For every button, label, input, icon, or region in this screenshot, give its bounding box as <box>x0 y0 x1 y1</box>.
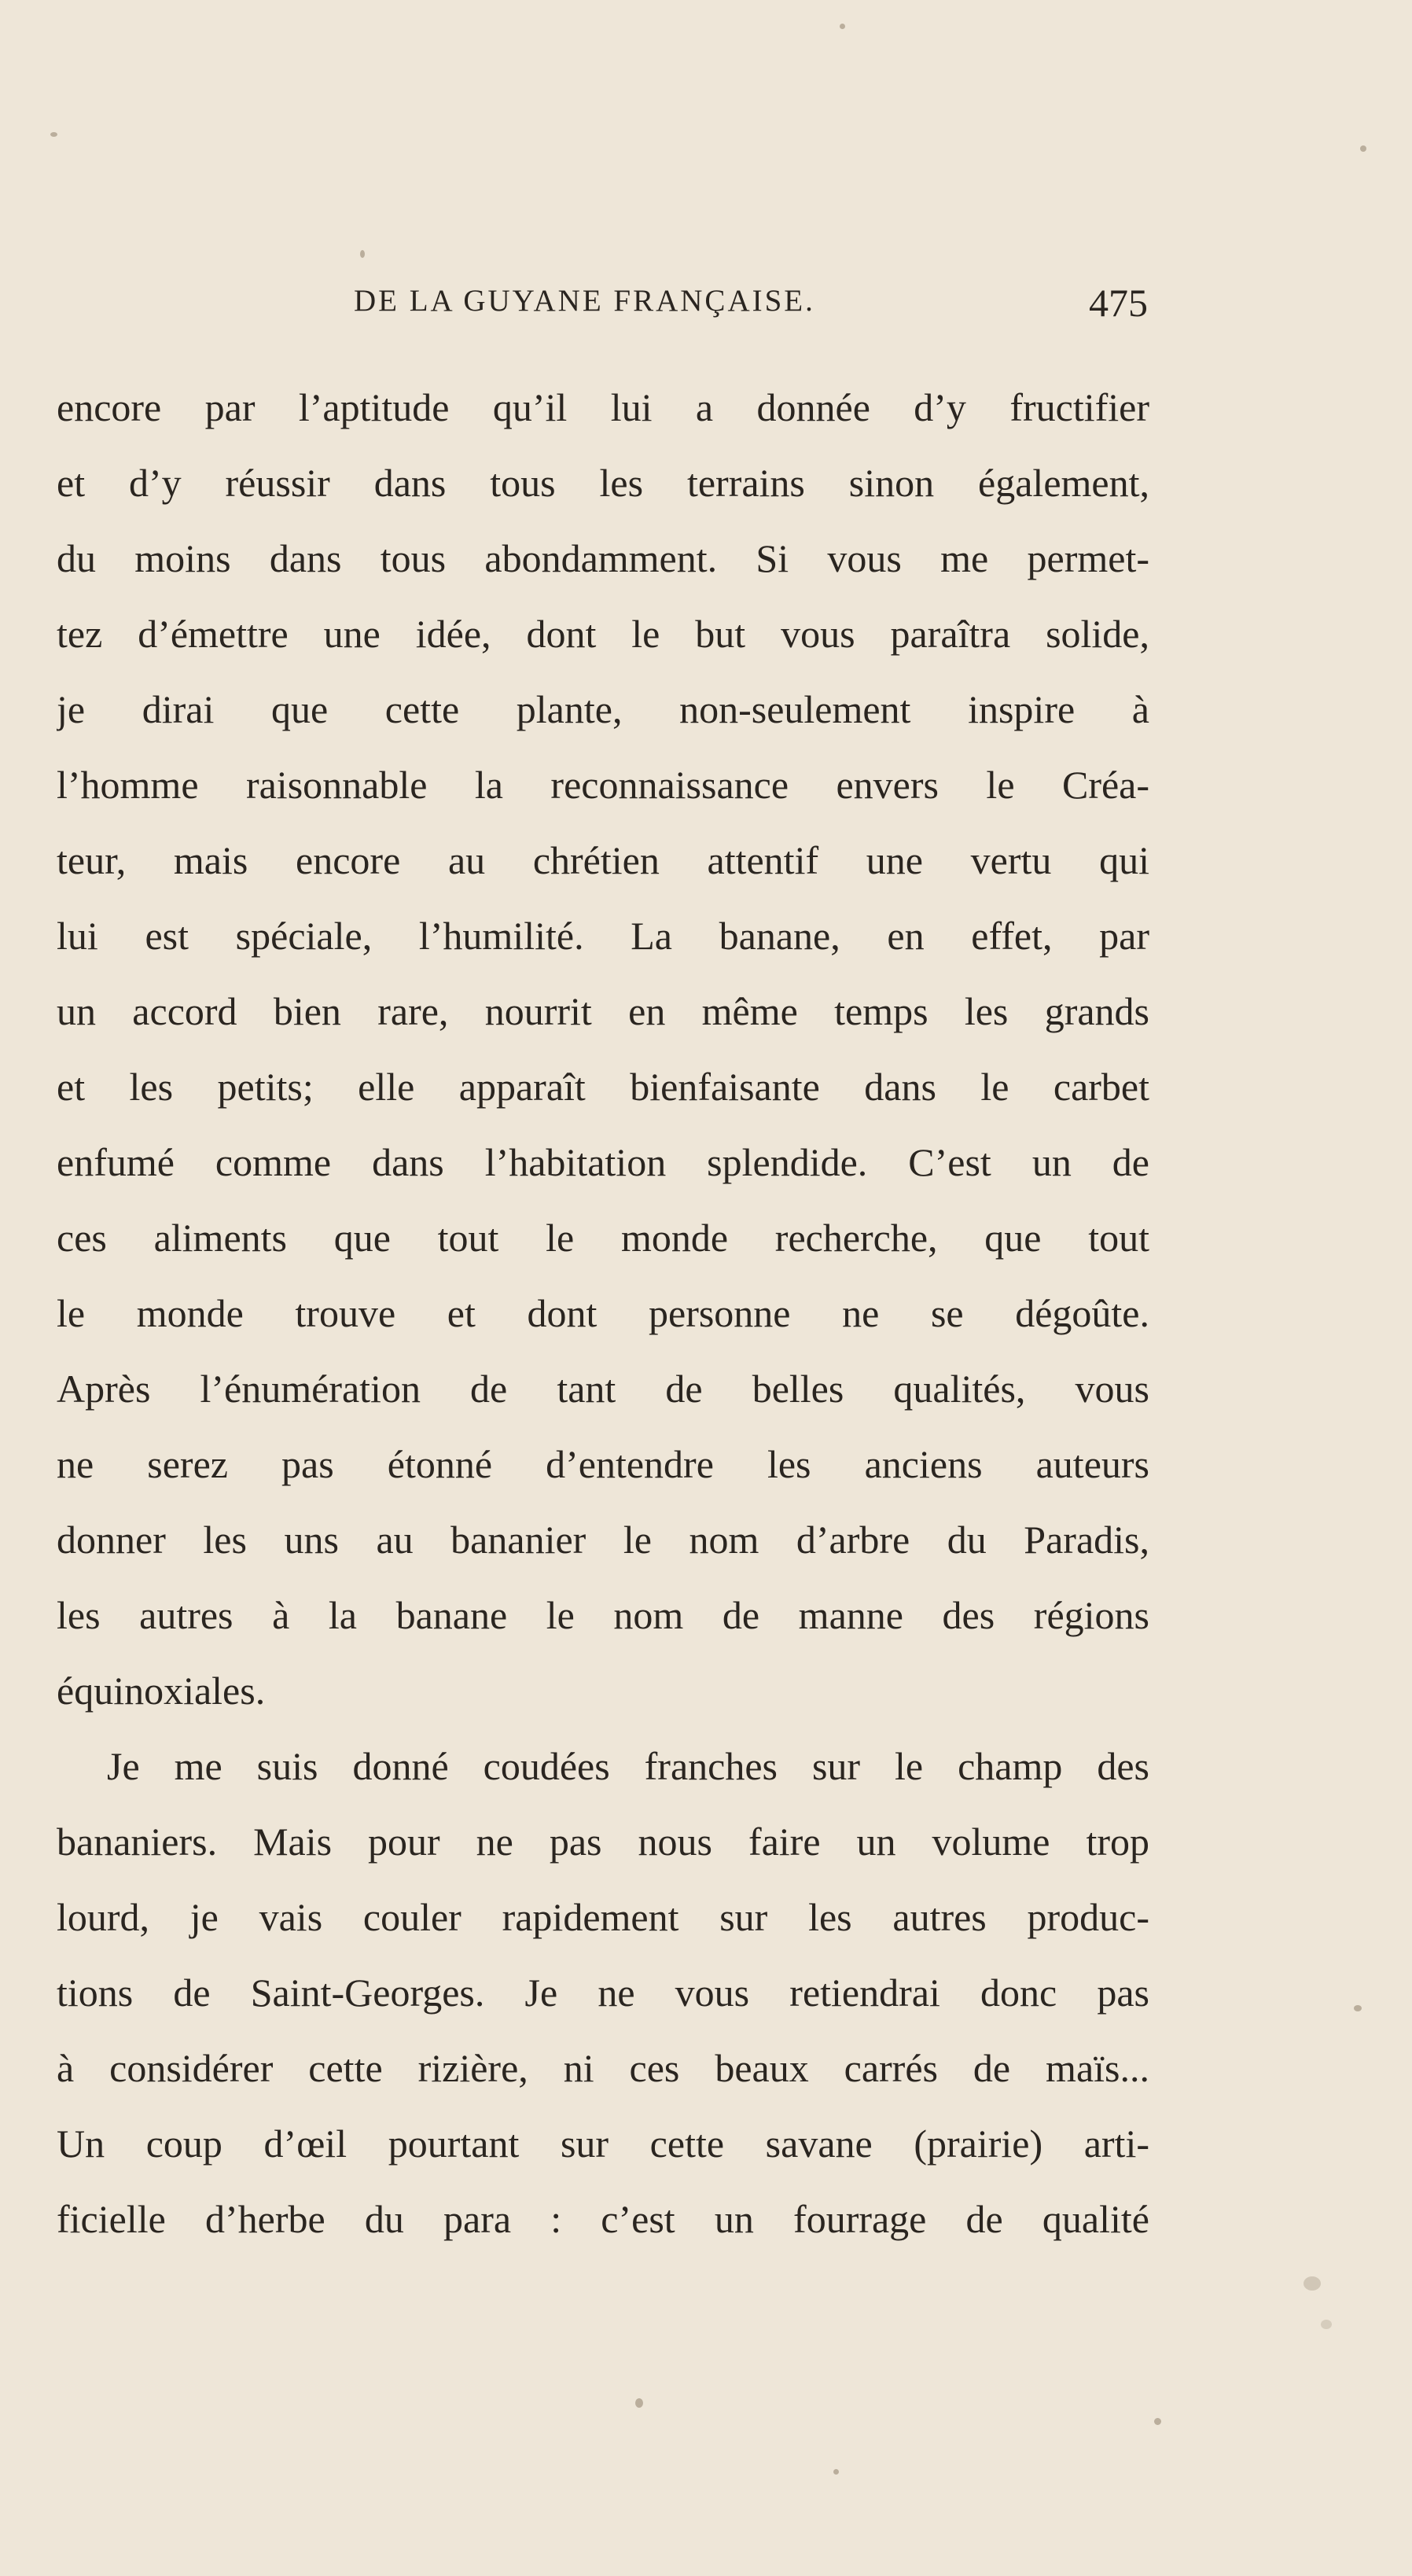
foxing-spot <box>360 250 365 258</box>
text-line: ces aliments que tout le monde recherche, que tout <box>57 1216 1149 1260</box>
foxing-spot <box>635 2398 643 2408</box>
text-line: le monde trouve et dont personne ne se dégoûte. <box>57 1291 1149 1335</box>
text-line: encore par l’aptitude qu’il lui a donnée d’y fructifier <box>57 385 1149 429</box>
text-line: je dirai que cette plante, non-seulement inspire à <box>57 687 1149 731</box>
foxing-spot <box>1360 145 1366 152</box>
body-text <box>57 370 1149 2257</box>
text-line: lui est spéciale, l’humilité. La banane, en effet, par <box>57 914 1149 958</box>
foxing-spot <box>1354 2005 1362 2011</box>
text-line: un accord bien rare, nourrit en même temps les grands <box>57 989 1149 1033</box>
text-line: enfumé comme dans l’habitation splendide. C’est un de <box>57 1140 1149 1184</box>
text-line: et les petits; elle apparaît bienfaisante dans le carbet <box>57 1065 1149 1109</box>
running-head <box>354 283 1148 330</box>
foxing-spot <box>1321 2320 1332 2329</box>
text-line: tions de Saint-Georges. Je ne vous retiendrai donc pas <box>57 1971 1149 2015</box>
text-line: équinoxiales. <box>57 1669 266 1713</box>
text-line: et d’y réussir dans tous les terrains sinon également, <box>57 461 1149 505</box>
foxing-spot <box>1304 2276 1321 2291</box>
text-line: Je me suis donné coudées franches sur le champ des <box>107 1744 1149 1788</box>
page-number: 475 <box>1089 281 1148 325</box>
text-line: bananiers. Mais pour ne pas nous faire un volume trop <box>57 1820 1149 1864</box>
foxing-spot <box>50 132 57 137</box>
text-line: Après l’énumération de tant de belles qualités, vous <box>57 1367 1149 1411</box>
text-line: Un coup d’œil pourtant sur cette savane (prairie) arti- <box>57 2122 1149 2166</box>
text-line: tez d’émettre une idée, dont le but vous paraîtra solide, <box>57 612 1149 656</box>
text-line: donner les uns au bananier le nom d’arbre du Paradis, <box>57 1518 1149 1562</box>
text-line: lourd, je vais couler rapidement sur les autres produc- <box>57 1895 1149 1939</box>
foxing-spot <box>840 24 845 29</box>
foxing-spot <box>833 2469 839 2475</box>
running-title: DE LA GUYANE FRANÇAISE. <box>354 284 815 318</box>
text-line: ficielle d’herbe du para : c’est un fourrage de qualité <box>57 2197 1149 2241</box>
text-line: à considérer cette rizière, ni ces beaux carrés de maïs... <box>57 2046 1149 2090</box>
text-line: ne serez pas étonné d’entendre les anciens auteurs <box>57 1442 1149 1486</box>
text-line: du moins dans tous abondamment. Si vous me permet- <box>57 536 1149 580</box>
text-line: teur, mais encore au chrétien attentif une vertu qui <box>57 838 1149 882</box>
foxing-spot <box>1154 2418 1161 2425</box>
text-line: l’homme raisonnable la reconnaissance envers le Créa- <box>57 763 1149 807</box>
text-line: les autres à la banane le nom de manne des régions <box>57 1593 1149 1637</box>
